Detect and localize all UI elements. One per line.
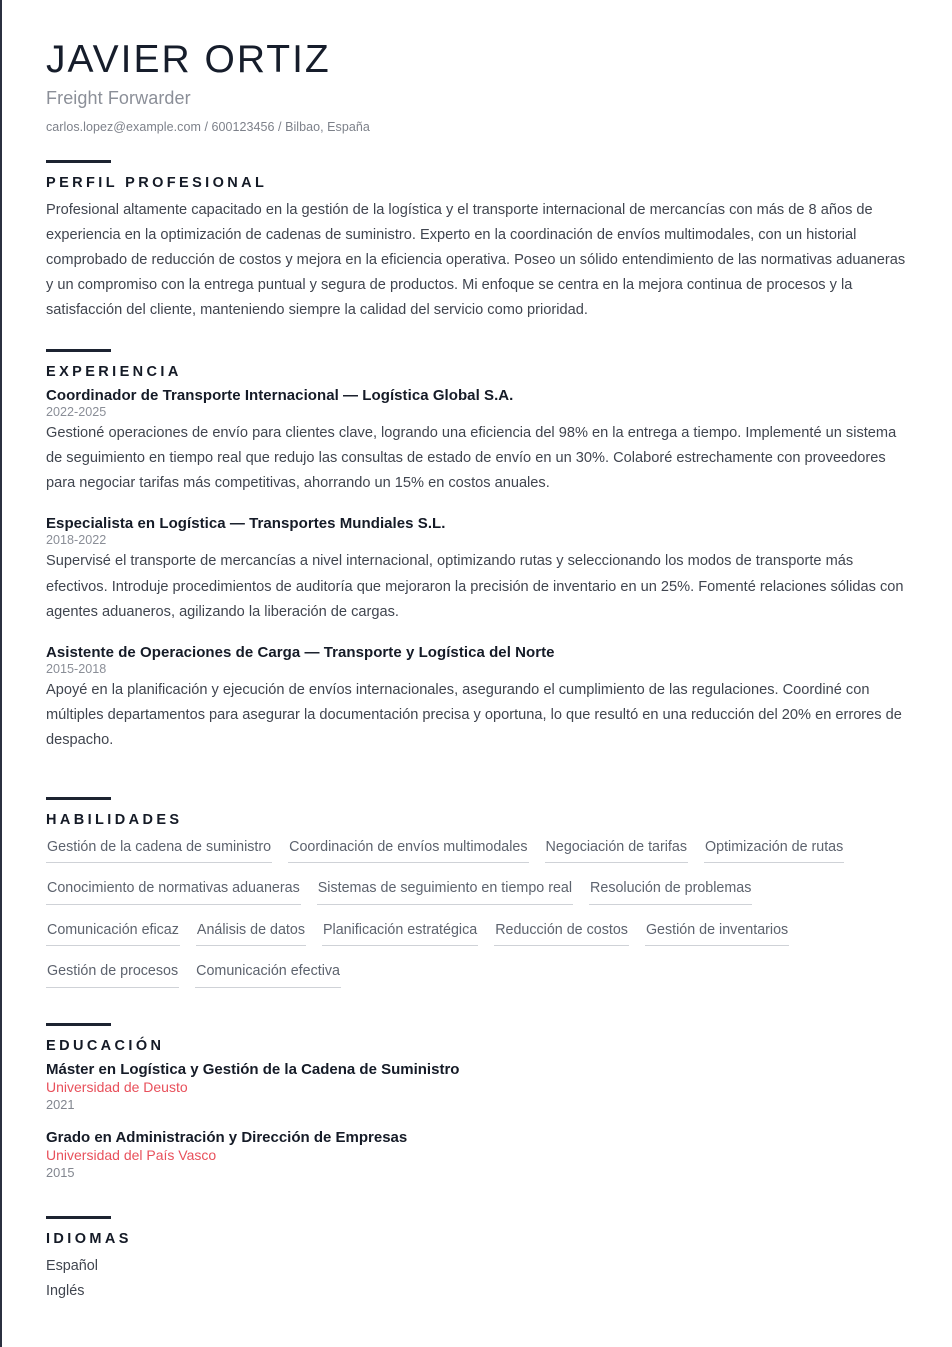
- education-degree: Máster en Logística y Gestión de la Cadena de Suministro: [46, 1060, 460, 1078]
- language-item: Inglés: [46, 1282, 85, 1299]
- section-divider: [46, 349, 111, 352]
- section-languages: [46, 1216, 908, 1304]
- skill-tag: Optimización de rutas: [704, 835, 844, 863]
- job-heading: Coordinador de Transporte Internacional — Logística Global S.A.: [46, 387, 514, 405]
- section-title-skills: HABILIDADES: [46, 811, 183, 828]
- skill-tag: Planificación estratégica: [322, 918, 478, 946]
- job-description: Apoyé en la planificación y ejecución de envíos internacionales, asegurando el cumplimiento de las regulaciones. Coordiné con múltiples departamentos para asegurar la documentación precisa y oportuna, lo que resultó en una reducción del 20% en errores de despacho.: [46, 681, 902, 748]
- skill-tag: Reducción de costos: [494, 918, 629, 946]
- languages-list: [46, 1254, 908, 1304]
- job-dates: 2015-2018: [46, 661, 107, 676]
- education-school: Universidad del País Vasco: [46, 1146, 217, 1163]
- skill-tag: Conocimiento de normativas aduaneras: [46, 876, 301, 904]
- skill-tag: Gestión de la cadena de suministro: [46, 835, 272, 863]
- page-title: JAVIER ORTIZ: [46, 38, 331, 81]
- section-profile: [46, 160, 908, 323]
- section-divider: [46, 797, 111, 800]
- contact-info: carlos.lopez@example.com / 600123456 / Bilbao, España: [46, 119, 370, 134]
- section-divider: [46, 1216, 111, 1219]
- section-divider: [46, 160, 111, 163]
- job-heading: Especialista en Logística — Transportes Mundiales S.L.: [46, 515, 446, 533]
- skill-tag: Negociación de tarifas: [545, 835, 688, 863]
- skill-tag: Gestión de procesos: [46, 959, 179, 987]
- language-item: Español: [46, 1257, 99, 1274]
- experience-item: [46, 387, 908, 496]
- job-description: Gestioné operaciones de envío para clientes clave, logrando una eficiencia del 98% en la entrega a tiempo. Implementé un sistema de seguimiento en tiempo real que redujo las consultas de estado de envío en un 30%. Colaboré estrechamente con proveedores para negociar tarifas más competitivas, ahorrando un 15% en costos anuales.: [46, 425, 897, 492]
- section-title-experience: EXPERIENCIA: [46, 364, 182, 381]
- section-experience: [46, 349, 908, 753]
- job-dates: 2018-2022: [46, 533, 107, 548]
- skill-tag: Sistemas de seguimiento en tiempo real: [317, 876, 573, 904]
- section-education: [46, 1023, 908, 1180]
- job-description: Supervisé el transporte de mercancías a nivel internacional, optimizando rutas y seleccionando los modos de transporte más efectivos. Introduje procedimientos de auditoría que mejoraron la precisión de inventario en un 25%. Fomenté relaciones sólidas con agentes aduaneros, agilizando la liberación de cargas.: [46, 553, 904, 620]
- skill-tag: Comunicación efectiva: [195, 959, 341, 987]
- section-title-languages: IDIOMAS: [46, 1230, 132, 1247]
- section-title-profile: PERFIL PROFESIONAL: [46, 174, 268, 191]
- section-divider: [46, 1023, 111, 1026]
- section-title-education: EDUCACIÓN: [46, 1037, 165, 1054]
- profile-text: Profesional altamente capacitado en la gestión de la logística y el transporte internacional de mercancías con más de 8 años de experiencia en la optimización de cadenas de suministro. Experto en la coordinación de envíos multimodales, con un historial comprobado de reducción de costos y mejora en la eficiencia operativa. Poseo un sólido entendimiento de las normativas aduaneras y un compromiso con la entrega puntual y segura de productos. Mi enfoque se centra en la mejora continua de procesos y la satisfacción del cliente, manteniendo siempre la calidad del servicio como prioridad.: [46, 201, 906, 319]
- skill-tag: Comunicación eficaz: [46, 918, 180, 946]
- experience-item: [46, 515, 908, 624]
- education-school: Universidad de Deusto: [46, 1078, 188, 1095]
- job-dates: 2022-2025: [46, 405, 107, 420]
- skill-tag: Resolución de problemas: [589, 876, 752, 904]
- skills-list: [46, 835, 891, 1001]
- education-item: [46, 1061, 908, 1112]
- education-year: 2015: [46, 1164, 75, 1180]
- header-job-title: Freight Forwarder: [46, 87, 191, 108]
- skill-tag: Análisis de datos: [196, 918, 306, 946]
- skill-tag: Gestión de inventarios: [645, 918, 789, 946]
- resume-header: [46, 0, 908, 134]
- experience-item: [46, 644, 908, 753]
- job-heading: Asistente de Operaciones de Carga — Transporte y Logística del Norte: [46, 643, 555, 661]
- education-item: [46, 1129, 908, 1180]
- skill-tag: Coordinación de envíos multimodales: [288, 835, 528, 863]
- education-degree: Grado en Administración y Dirección de Empresas: [46, 1128, 408, 1146]
- section-skills: [46, 797, 908, 1001]
- education-year: 2021: [46, 1096, 75, 1112]
